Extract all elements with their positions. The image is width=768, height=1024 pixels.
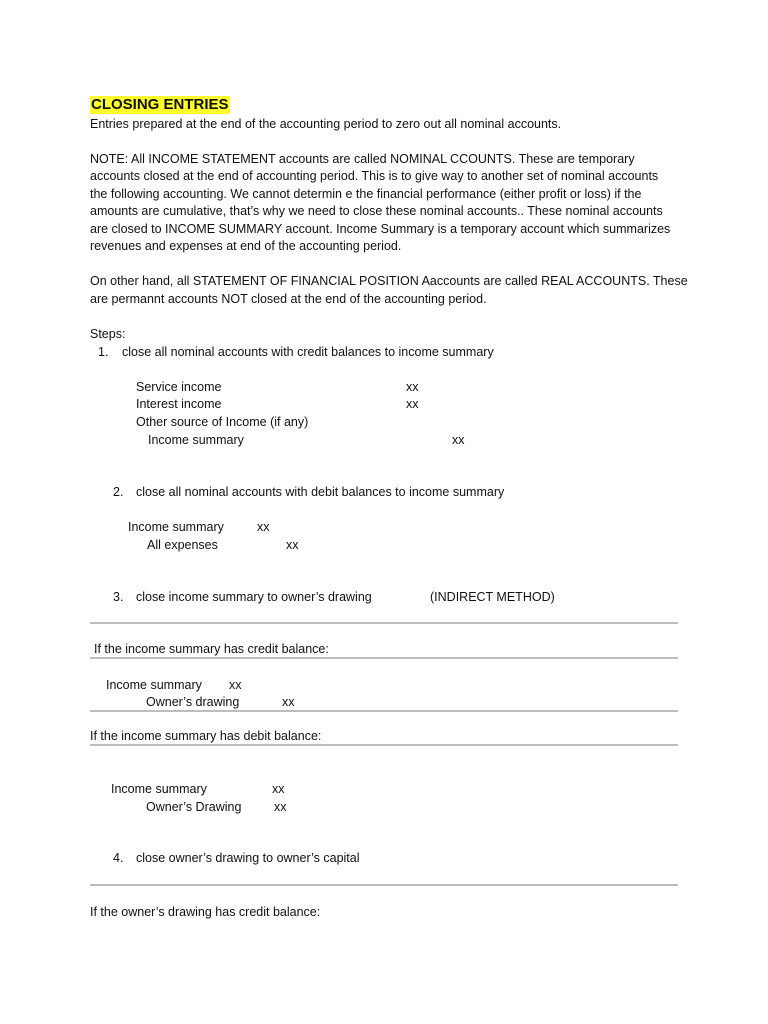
entry-amount: xx [406,397,419,411]
entry-account: Income summary [148,433,244,447]
entry-amount: xx [452,433,465,447]
entry-account: Other source of Income (if any) [136,415,309,429]
step-number: 1. [98,345,109,359]
entry-account: Income summary [128,520,224,534]
entry-amount: xx [257,520,270,534]
real-accounts-line: On other hand, all STATEMENT OF FINANCIAL POSITION Aaccounts are called REAL ACCOUNTS. These [90,274,688,288]
note-line: NOTE: All INCOME STATEMENT accounts are called NOMINAL CCOUNTS. These are temporary [90,152,635,166]
steps-label: Steps: [90,327,126,341]
note-line: revenues and expenses at end of the accounting period. [90,239,402,253]
step-number: 2. [113,485,124,499]
divider [90,622,678,624]
entry-amount: xx [229,678,242,692]
entry-account: Income summary [106,678,202,692]
divider [90,884,678,886]
method-note: (INDIRECT METHOD) [430,590,555,604]
section-heading: If the income summary has credit balance: [94,642,329,656]
entry-amount: xx [286,538,299,552]
entry-amount: xx [406,380,419,394]
step-text: close income summary to owner’s drawing [136,590,372,604]
real-accounts-line: are permannt accounts NOT closed at the end of the accounting period. [90,292,487,306]
entry-amount: xx [272,782,285,796]
note-line: accounts closed at the end of accounting period. This is to give way to another set of nominal accounts [90,169,659,183]
note-line: amounts are cumulative, that’s why we need to close these nominal accounts.. These nominal accounts [90,204,663,218]
section-heading: If the owner’s drawing has credit balance: [90,905,321,919]
note-line: the following accounting. We cannot determin e the financial performance (either profit or loss) if the [90,187,642,201]
section-heading: If the income summary has debit balance: [90,729,322,743]
note-line: are closed to INCOME SUMMARY account. Income Summary is a temporary account which summarizes [90,222,671,236]
entry-amount: xx [274,800,287,814]
divider [90,710,678,712]
entry-account: Owner’s Drawing [146,800,242,814]
entry-account: All expenses [147,538,218,552]
divider [90,744,678,746]
step-number: 4. [113,851,124,865]
step-text: close owner’s drawing to owner’s capital [136,851,360,865]
entry-account: Income summary [111,782,207,796]
step-text: close all nominal accounts with debit balances to income summary [136,485,505,499]
entry-amount: xx [282,695,295,709]
definition-text: Entries prepared at the end of the accounting period to zero out all nominal accounts. [90,117,562,131]
divider [90,657,678,659]
step-number: 3. [113,590,124,604]
page-title: CLOSING ENTRIES [91,96,229,113]
entry-account: Owner’s drawing [146,695,240,709]
entry-account: Service income [136,380,222,394]
entry-account: Interest income [136,397,222,411]
step-text: close all nominal accounts with credit balances to income summary [122,345,494,359]
